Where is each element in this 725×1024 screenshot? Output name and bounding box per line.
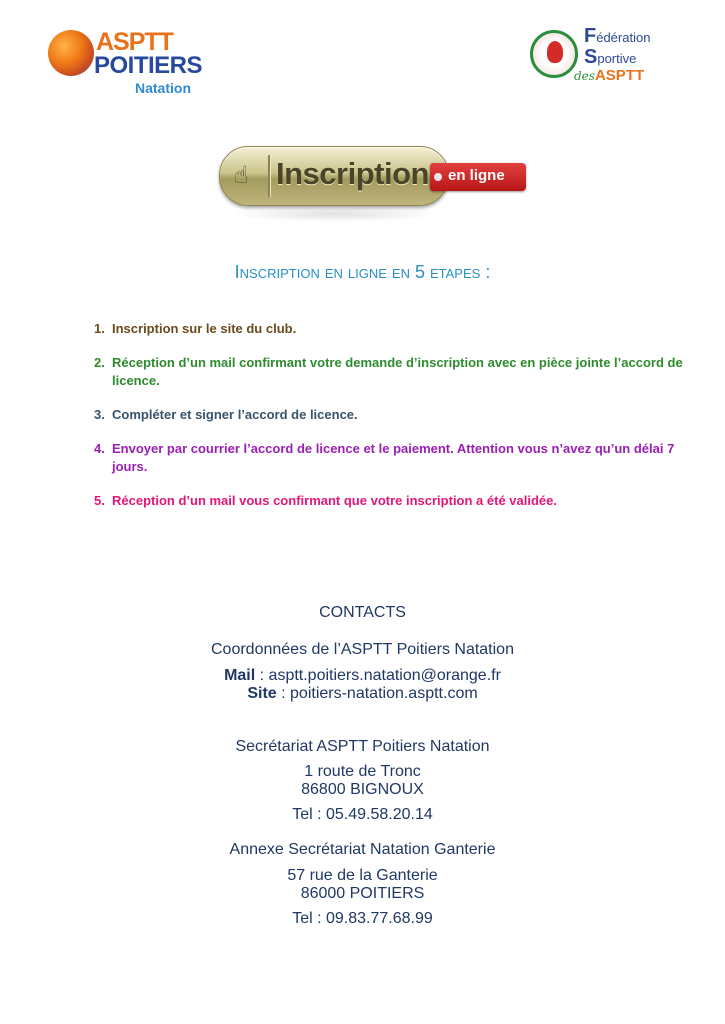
banner-reflection <box>230 206 440 222</box>
logo-des: des <box>574 69 595 83</box>
logo-line2: portive <box>597 51 637 66</box>
inscription-label: Inscription <box>276 156 429 191</box>
step-text: Inscription sur le site du club. <box>112 321 297 336</box>
logo-initial-f: F <box>584 25 597 47</box>
step-number: 2. <box>94 355 105 370</box>
federation-emblem-icon <box>530 30 578 78</box>
contacts-title: CONTACTS <box>319 604 406 621</box>
step-item <box>94 492 684 510</box>
step-item <box>94 354 684 390</box>
step-number: 5. <box>94 493 105 508</box>
step-item <box>94 320 684 338</box>
logo-line3-brand: ASPTT <box>594 67 645 84</box>
site-label: Site <box>247 685 277 702</box>
step-item <box>94 406 684 424</box>
secretariat-tel: Tel : 05.49.58.20.14 <box>292 806 433 823</box>
logo-brand: ASPTT <box>96 28 173 56</box>
mail-label: Mail <box>224 667 256 684</box>
site-link[interactable]: poitiers-natation.asptt.com <box>290 685 478 702</box>
federation-sportive-logo <box>530 22 690 92</box>
step-text: Envoyer par courrier l’accord de licence et le paiement. Attention vous n’avez qu’un délai 7 jours. <box>112 441 675 474</box>
page-heading: Inscription en ligne en 5 etapes : <box>234 262 491 282</box>
step-text: Réception d’un mail confirmant votre demande d’inscription avec en pièce jointe l’accord de licence. <box>112 355 683 388</box>
coords-title: Coordonnées de l’ASPTT Poitiers Natation <box>211 641 514 658</box>
logo-line1: édération <box>596 30 651 45</box>
step-number: 3. <box>94 407 105 422</box>
annexe-address-2: 86000 POITIERS <box>300 885 425 902</box>
button-divider <box>268 155 270 197</box>
annexe-address-1: 57 rue de la Ganterie <box>287 867 438 884</box>
secretariat-address-2: 86800 BIGNOUX <box>301 781 424 798</box>
secretariat-address-1: 1 route de Tronc <box>304 763 421 780</box>
step-item <box>94 440 684 476</box>
annexe-tel: Tel : 09.83.77.68.99 <box>292 910 433 927</box>
en-ligne-tag[interactable] <box>430 163 526 191</box>
steps-list <box>94 320 684 526</box>
step-text: Réception d’un mail vous confirmant que votre inscription a été validée. <box>112 493 557 508</box>
mail-link[interactable]: asptt.poitiers.natation@orange.fr <box>268 667 501 684</box>
pointing-hand-icon: ☝ <box>234 161 249 189</box>
secretariat-title: Secrétariat ASPTT Poitiers Natation <box>235 738 490 755</box>
tag-hole-icon <box>434 173 442 181</box>
step-number: 4. <box>94 441 105 456</box>
site-line: Site : poitiers-natation.asptt.com <box>247 685 478 702</box>
swimmer-ball-icon <box>48 30 94 76</box>
mail-line: Mail : asptt.poitiers.natation@orange.fr <box>224 667 501 684</box>
logo-initial-s: S <box>584 46 598 68</box>
step-number: 1. <box>94 321 105 336</box>
inscription-button[interactable] <box>219 146 449 206</box>
step-text: Compléter et signer l’accord de licence. <box>112 407 358 422</box>
logo-city: POITIERS <box>94 52 203 79</box>
annexe-title: Annexe Secrétariat Natation Ganterie <box>229 841 496 858</box>
asptt-poitiers-logo <box>48 28 218 98</box>
logo-subtitle: Natation <box>135 80 191 96</box>
en-ligne-label: en ligne <box>448 167 505 184</box>
